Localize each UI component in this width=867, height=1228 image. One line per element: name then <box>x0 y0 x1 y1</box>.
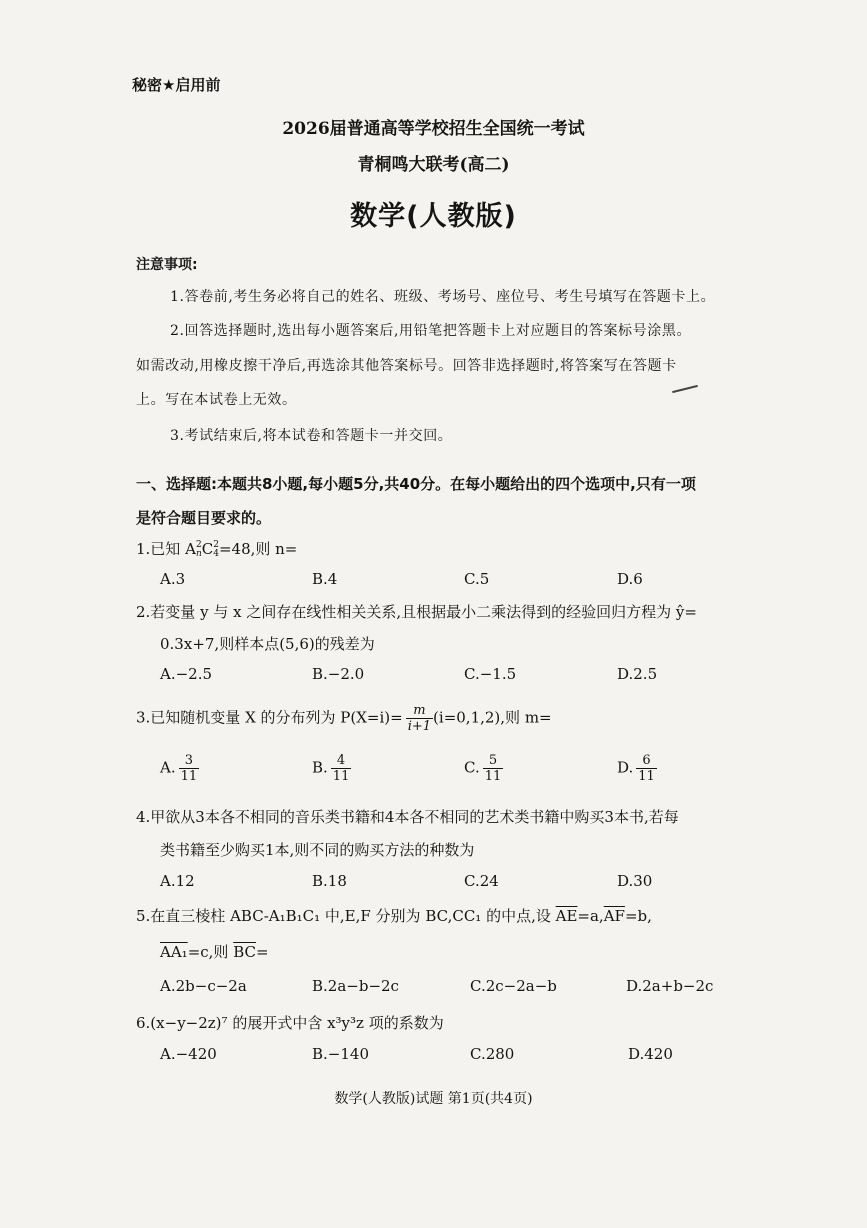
q3-c-num: 5 <box>488 753 498 768</box>
exam-subtitle: 青桐鸣大联考(高二) <box>357 155 510 175</box>
q3-option-c-label: C. <box>464 758 480 777</box>
q1-a-sub: n <box>195 549 202 559</box>
q3-option-c <box>464 753 503 784</box>
q6-option-a: A.−420 <box>160 1045 217 1063</box>
question-4-cont: 类书籍至少购买1本,则不同的购买方法的种数为 <box>160 841 475 859</box>
q5-vector-af: $\overline{AF}$ <box>603 907 625 925</box>
q3-frac-den: i+1 <box>407 719 432 734</box>
question-1 <box>136 538 297 559</box>
q1-c-sup: 2 <box>213 540 219 550</box>
q1-c-sub: 4 <box>213 549 219 559</box>
q4-option-a: A.12 <box>160 872 195 890</box>
exam-title: 2026届普通高等学校招生全国统一考试 <box>282 119 585 139</box>
q1-a-sup: 2 <box>195 540 202 550</box>
question-4: 4.甲欲从3本各不相同的音乐类书籍和4本各不相同的艺术类书籍中购买3本书,若每 <box>136 808 679 826</box>
q5-text-c: =b, <box>624 907 652 925</box>
q3-frac-num: m <box>413 703 426 718</box>
q3-option-a-frac <box>179 753 200 784</box>
q3-d-num: 6 <box>642 753 651 768</box>
q4-option-b: B.18 <box>312 872 347 890</box>
q5-option-d: D.2a+b−2c <box>626 977 714 995</box>
notice-item-3: 3.考试结束后,将本试卷和答题卡一并交回。 <box>170 428 453 444</box>
subject-title: 数学(人教版) <box>350 201 517 232</box>
q3-option-d <box>617 753 657 784</box>
notice-heading: 注意事项: <box>136 257 198 273</box>
q2-option-d: D.2.5 <box>617 665 658 683</box>
q1-a: A <box>185 540 196 558</box>
q3-a-num: 3 <box>184 753 194 768</box>
q1-option-a: A.3 <box>160 570 186 588</box>
section-heading: 一、选择题:本题共8小题,每小题5分,共40分。在每小题给出的四个选项中,只有一项 <box>136 475 696 493</box>
notice-item-2-cont: 如需改动,用橡皮擦干净后,再选涂其他答案标号。回答非选择题时,将答案写在答题卡 <box>136 358 677 374</box>
question-3 <box>136 703 552 734</box>
q3-fraction <box>406 703 433 734</box>
q2-option-b: B.−2.0 <box>312 665 365 683</box>
q5-text-e: = <box>255 943 269 961</box>
notice-item-2: 2.回答选择题时,选出每小题答案后,用铅笔把答题卡上对应题目的答案标号涂黑。 <box>170 323 692 339</box>
q5-text-a: 5.在直三棱柱 ABC-A₁B₁C₁ 中,E,F 分别为 BC,CC₁ 的中点,设 <box>136 907 556 925</box>
q5-vector-aa1: AA₁ <box>160 943 188 961</box>
question-2-cont: 0.3x+7,则样本点(5,6)的残差为 <box>160 635 375 653</box>
question-2: 2.若变量 y 与 x 之间存在线性相关关系,且根据最小二乘法得到的经验回归方程为 ŷ= <box>136 603 697 621</box>
q1-prefix: 1.已知 <box>136 540 186 558</box>
question-6: 6.(x−y−2z)⁷ 的展开式中含 x³y³z 项的系数为 <box>136 1014 444 1032</box>
q3-b-num: 4 <box>336 753 346 768</box>
question-5 <box>136 905 652 926</box>
q3-c-den: 11 <box>484 769 502 784</box>
q2-option-a: A.−2.5 <box>160 665 213 683</box>
q3-option-a-label: A. <box>160 758 176 777</box>
q3-option-d-frac <box>636 753 657 784</box>
q5-option-b: B.2a−b−2c <box>312 977 399 995</box>
q5-option-a: A.2b−c−2a <box>160 977 247 995</box>
q5-text-b: =a, <box>577 907 604 925</box>
q6-option-d: D.420 <box>628 1045 673 1063</box>
pen-mark <box>672 385 698 393</box>
q3-option-b <box>312 753 351 784</box>
q5-option-c: C.2c−2a−b <box>470 977 557 995</box>
q3-option-c-frac <box>483 753 504 784</box>
q3-prefix: 3.已知随机变量 X 的分布列为 P(X=i)= <box>136 708 403 727</box>
secret-label: 秘密★启用前 <box>132 76 221 94</box>
notice-item-1: 1.答卷前,考生务必将自己的姓名、班级、考场号、座位号、考生号填写在答题卡上。 <box>170 289 716 305</box>
page-footer: 数学(人教版)试题 第1页(共4页) <box>334 1091 533 1107</box>
q1-c: C <box>201 540 214 558</box>
q3-option-b-frac <box>331 753 352 784</box>
q3-option-b-label: B. <box>312 758 328 777</box>
q2-option-c: C.−1.5 <box>464 665 517 683</box>
q4-option-c: C.24 <box>464 872 499 890</box>
q3-a-den: 11 <box>180 769 198 784</box>
question-5-cont <box>160 941 269 962</box>
q5-vector-ae: $\overline{AE}$ <box>555 907 578 925</box>
q1-suffix: =48,则 n= <box>218 540 298 558</box>
q1-option-c: C.5 <box>464 570 490 588</box>
q6-option-b: B.−140 <box>312 1045 369 1063</box>
q3-b-den: 11 <box>332 769 350 784</box>
q5-text-d: =c,则 <box>187 943 234 961</box>
q4-option-d: D.30 <box>617 872 653 890</box>
q3-d-den: 11 <box>638 769 655 784</box>
q3-option-a <box>160 753 199 784</box>
q3-suffix: (i=0,1,2),则 m= <box>433 708 552 727</box>
q5-vector-bc: $\overline{BC}$ <box>233 943 256 961</box>
section-heading-cont: 是符合题目要求的。 <box>136 509 272 527</box>
q3-option-d-label: D. <box>617 758 634 777</box>
q1-option-b: B.4 <box>312 570 338 588</box>
q1-option-d: D.6 <box>617 570 643 588</box>
q6-option-c: C.280 <box>470 1045 515 1063</box>
notice-item-2-end: 上。写在本试卷上无效。 <box>136 392 297 408</box>
